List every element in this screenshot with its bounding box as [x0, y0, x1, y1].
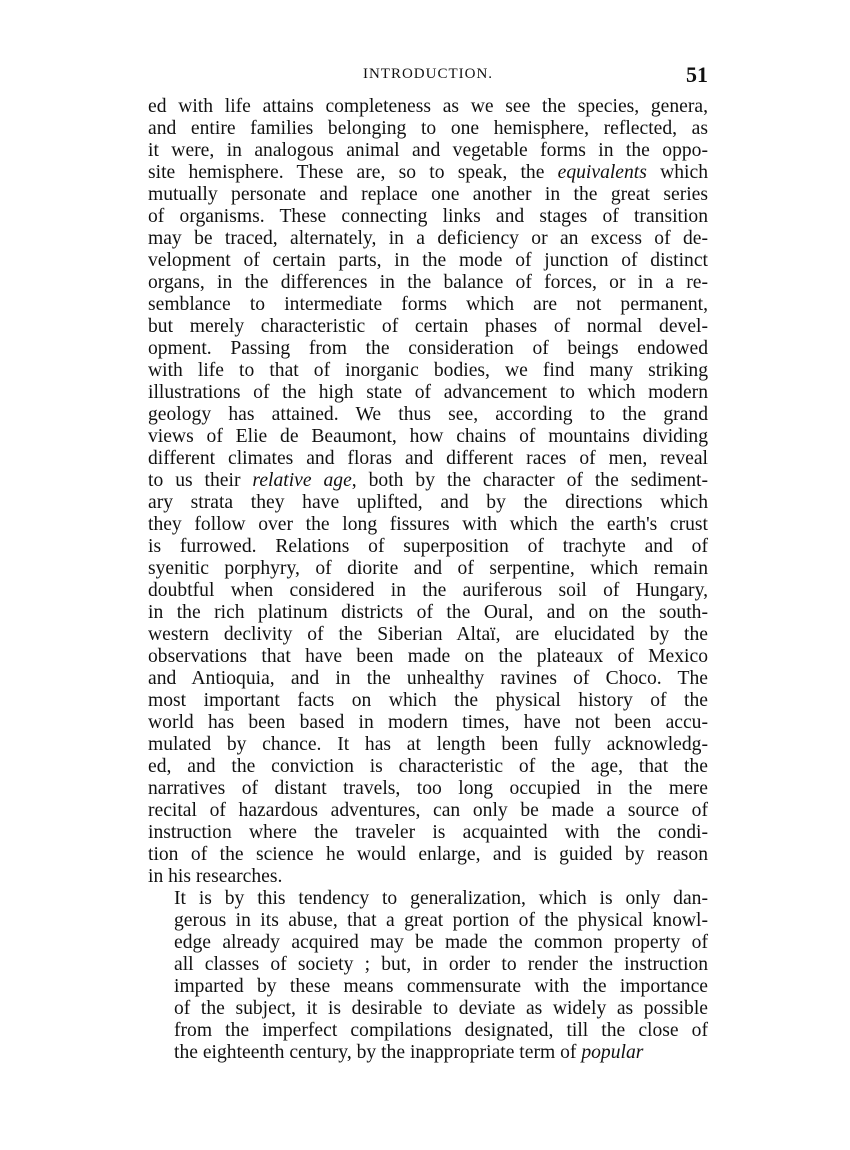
running-head — [148, 62, 708, 86]
text-line: instruction where the traveler is acquainted with the condi- — [148, 822, 708, 843]
text-line: different climates and floras and different races of men, reveal — [148, 448, 708, 469]
text-line: all classes of society ; but, in order to render the instruction — [174, 954, 708, 975]
text-line: from the imperfect compilations designated, till the close of — [174, 1020, 708, 1041]
text-line: organs, in the differences in the balance of forces, or in a re- — [148, 272, 708, 293]
text-line: in the rich platinum districts of the Oural, and on the south- — [148, 602, 708, 623]
text-line: gerous in its abuse, that a great portion of the physical knowl- — [174, 910, 708, 931]
text-line: mulated by chance. It has at length been fully acknowledg- — [148, 734, 708, 755]
text-line: and Antioquia, and in the unhealthy ravines of Choco. The — [148, 668, 708, 689]
text-line: in his researches. — [148, 866, 283, 887]
text-line: and entire families belonging to one hemisphere, reflected, as — [148, 118, 708, 139]
text-line: the eighteenth century, by the inappropriate term of popular — [174, 1042, 644, 1063]
text-line: narratives of distant travels, too long occupied in the mere — [148, 778, 708, 799]
text-line: opment. Passing from the consideration of beings endowed — [148, 338, 708, 359]
running-title: INTRODUCTION. — [362, 66, 494, 82]
text-line: velopment of certain parts, in the mode of junction of distinct — [148, 250, 708, 271]
text-line: western declivity of the Siberian Altaï, are elucidated by the — [148, 624, 708, 645]
text-line: observations that have been made on the plateaux of Mexico — [148, 646, 708, 667]
text-line: imparted by these means commensurate with the importance — [174, 976, 708, 997]
page-number: 51 — [686, 62, 708, 87]
text-line: tion of the science he would enlarge, and is guided by reason — [148, 844, 708, 865]
text-line: world has been based in modern times, have not been accu- — [148, 712, 708, 733]
text-line: of organisms. These connecting links and stages of transition — [148, 206, 708, 227]
text-line: views of Elie de Beaumont, how chains of mountains dividing — [148, 426, 708, 447]
text-line: ed, and the conviction is characteristic of the age, that the — [148, 756, 708, 777]
text-line: most important facts on which the physical history of the — [148, 690, 708, 711]
text-line: site hemisphere. These are, so to speak, the equivalents which — [148, 162, 708, 183]
text-line: of the subject, it is desirable to deviate as widely as possible — [174, 998, 708, 1019]
text-line: with life to that of inorganic bodies, we find many striking — [148, 360, 708, 381]
text-line: is furrowed. Relations of superposition of trachyte and of — [148, 536, 708, 557]
text-line: recital of hazardous adventures, can only be made a source of — [148, 800, 708, 821]
text-line: it were, in analogous animal and vegetable forms in the oppo- — [148, 140, 708, 161]
text-line: may be traced, alternately, in a deficiency or an excess of de- — [148, 228, 708, 249]
text-line: they follow over the long fissures with which the earth's crust — [148, 514, 708, 535]
text-line: It is by this tendency to generalization, which is only dan- — [174, 888, 708, 909]
text-line: but merely characteristic of certain phases of normal devel- — [148, 316, 708, 337]
text-line: semblance to intermediate forms which are not permanent, — [148, 294, 708, 315]
paragraph-2 — [148, 888, 708, 1064]
text-line: doubtful when considered in the auriferous soil of Hungary, — [148, 580, 708, 601]
text-line: ary strata they have uplifted, and by the directions which — [148, 492, 708, 513]
text-line: edge already acquired may be made the common property of — [174, 932, 708, 953]
text-line: to us their relative age, both by the character of the sediment- — [148, 470, 708, 491]
text-line: illustrations of the high state of advancement to which modern — [148, 382, 708, 403]
body-text — [148, 96, 708, 1064]
text-line: syenitic porphyry, of diorite and of serpentine, which remain — [148, 558, 708, 579]
text-line: geology has attained. We thus see, according to the grand — [148, 404, 708, 425]
text-line: ed with life attains completeness as we see the species, genera, — [148, 96, 708, 117]
paragraph-1 — [148, 96, 708, 888]
text-line: mutually personate and replace one another in the great series — [148, 184, 708, 205]
